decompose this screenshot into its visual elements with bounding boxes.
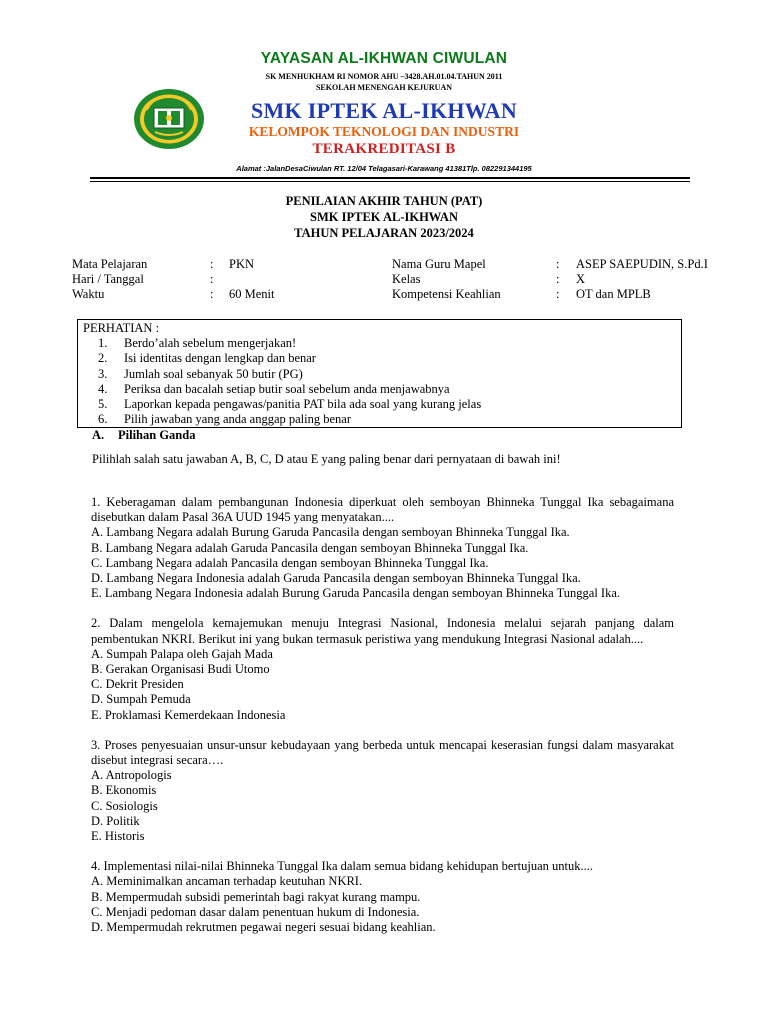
- info-label-competency: Kompetensi Keahlian: [392, 287, 501, 301]
- attention-item: [98, 336, 481, 351]
- answer-option: C. Menjadi pedoman dasar dalam penentuan hukum di Indonesia.: [91, 904, 420, 919]
- question: [91, 738, 674, 844]
- attention-item-text: Jumlah soal sebanyak 50 butir (PG): [124, 366, 303, 381]
- answer-options: [91, 525, 674, 601]
- answer-option: C. Dekrit Presiden: [91, 677, 184, 692]
- info-separator: :: [210, 272, 214, 286]
- letterhead: [0, 0, 768, 185]
- school-name: SMK IPTEK AL-IKHWAN: [250, 98, 518, 123]
- attention-item-number: 1.: [98, 336, 108, 350]
- answer-option: E. Lambang Negara Indonesia adalah Burung Garuda Pancasila dengan semboyan Bhinneka Tunggal Ika.: [91, 586, 621, 601]
- answer-option: A. Lambang Negara adalah Burung Garuda Pancasila dengan semboyan Bhinneka Tunggal Ika.: [91, 525, 570, 540]
- section-label: A.: [92, 428, 105, 442]
- attention-item-text: Isi identitas dengan lengkap dan benar: [124, 351, 316, 366]
- letterhead-divider: [90, 177, 690, 179]
- answer-option: B. Mempermudah subsidi pemerintah bagi rakyat kurang mampu.: [91, 889, 421, 904]
- info-label-time: Waktu: [72, 287, 105, 301]
- question-stem: 1. Keberagaman dalam pembangunan Indonesia diperkuat oleh semboyan Bhinneka Tunggal Ika sebagaimana disebutkan dalam Pasal 36A UUD 1945 yang menyatakan....: [91, 495, 674, 525]
- info-label-teacher: Nama Guru Mapel: [392, 257, 486, 271]
- info-separator: :: [556, 257, 560, 271]
- question: [91, 495, 674, 601]
- question: [91, 616, 674, 722]
- section-title: Pilihan Ganda: [118, 428, 196, 442]
- answer-option: A. Meminimalkan ancaman terhadap keutuhan NKRI.: [91, 874, 363, 889]
- letterhead-divider-thin: [90, 181, 690, 182]
- attention-item: [98, 397, 481, 412]
- info-value-teacher: ASEP SAEPUDIN, S.Pd.I: [576, 257, 708, 271]
- answer-options: [91, 768, 674, 844]
- question-stem: 3. Proses penyesuaian unsur-unsur kebudayaan yang berbeda untuk mencapai keserasian fungsi dalam masyarakat disebut integrasi secara….: [91, 737, 674, 768]
- answer-option: B. Lambang Negara adalah Garuda Pancasila dengan semboyan Bhinneka Tunggal Ika.: [91, 540, 529, 555]
- info-row: [72, 287, 732, 302]
- attention-item: [98, 367, 481, 382]
- attention-box: [77, 319, 682, 428]
- school-group: KELOMPOK TEKNOLOGI DAN INDUSTRI: [248, 124, 520, 139]
- question-list: [91, 495, 674, 950]
- info-row: [72, 257, 732, 272]
- question: [91, 859, 674, 935]
- attention-item-text: Berdo’alah sebelum mengerjakan!: [124, 336, 297, 350]
- info-value-subject: PKN: [229, 257, 255, 271]
- attention-item-number: 4.: [98, 381, 108, 396]
- attention-title: PERHATIAN :: [83, 321, 160, 335]
- answer-option: D. Lambang Negara Indonesia adalah Garuda Pancasila dengan semboyan Bhinneka Tunggal Ika.: [91, 571, 581, 586]
- answer-option: D. Politik: [91, 813, 140, 828]
- info-label-date: Hari / Tanggal: [72, 272, 144, 286]
- school-level: SEKOLAH MENENGAH KEJURUAN: [315, 83, 452, 92]
- exam-school: SMK IPTEK AL-IKHWAN: [310, 210, 458, 224]
- info-row: [72, 272, 732, 287]
- foundation-name: YAYASAN AL-IKHWAN CIWULAN: [260, 50, 508, 67]
- answer-options: [91, 874, 674, 935]
- attention-item-number: 6.: [98, 412, 108, 427]
- section-instruction: Pilihlah salah satu jawaban A, B, C, D atau E yang paling benar dari pernyataan di bawah ini!: [92, 452, 561, 466]
- answer-option: B. Ekonomis: [91, 783, 157, 798]
- info-value-time: 60 Menit: [229, 287, 275, 301]
- info-value-class: X: [576, 272, 586, 286]
- answer-option: C. Sosiologis: [91, 798, 158, 813]
- school-address: Alamat :JalanDesaCiwulan RT. 12/04 Telagasari-Karawang 41381Tlp. 082291344195: [236, 164, 532, 173]
- attention-item-number: 3.: [98, 366, 108, 381]
- section-heading: [92, 428, 195, 443]
- attention-item: [98, 382, 481, 397]
- question-stem: 4. Implementasi nilai-nilai Bhinneka Tunggal Ika dalam semua bidang kehidupan bertujuan untuk....: [91, 859, 593, 874]
- answer-option: C. Lambang Negara adalah Pancasila dengan semboyan Bhinneka Tunggal Ika.: [91, 555, 489, 570]
- info-separator: :: [556, 287, 560, 301]
- answer-options: [91, 647, 674, 723]
- sk-number: SK MENHUKHAM RI NOMOR AHU –3428.AH.01.04.TAHUN 2011: [265, 72, 503, 81]
- info-separator: :: [556, 272, 560, 286]
- answer-option: E. Historis: [91, 829, 145, 844]
- info-separator: :: [210, 257, 214, 271]
- info-label-class: Kelas: [392, 272, 421, 286]
- answer-option: A. Antropologis: [91, 768, 172, 783]
- info-value-competency: OT dan MPLB: [576, 287, 651, 301]
- attention-item-text: Pilih jawaban yang anda anggap paling benar: [124, 412, 352, 427]
- exam-year: TAHUN PELAJARAN 2023/2024: [294, 226, 474, 240]
- attention-item-text: Laporkan kepada pengawas/panitia PAT bila ada soal yang kurang jelas: [124, 397, 482, 412]
- answer-option: E. Proklamasi Kemerdekaan Indonesia: [91, 707, 286, 722]
- attention-item-text: Periksa dan bacalah setiap butir soal sebelum anda menjawabnya: [124, 381, 450, 396]
- attention-item: [98, 412, 481, 427]
- answer-option: D. Sumpah Pemuda: [91, 692, 191, 707]
- question-stem: 2. Dalam mengelola kemajemukan menuju Integrasi Nasional, Indonesia melalui sejarah panjang dalam pembentukan NKRI. Berikut ini yang bukan termasuk peristiwa yang mendukung Integrasi Nasional adalah....: [91, 616, 674, 646]
- attention-item-number: 2.: [98, 351, 108, 366]
- attention-item-number: 5.: [98, 397, 108, 412]
- answer-option: D. Mempermudah rekrutmen pegawai negeri sesuai bidang keahlian.: [91, 920, 436, 935]
- attention-list: [98, 336, 481, 428]
- answer-option: B. Gerakan Organisasi Budi Utomo: [91, 662, 270, 677]
- info-label-subject: Mata Pelajaran: [72, 257, 148, 271]
- answer-option: A. Sumpah Palapa oleh Gajah Mada: [91, 646, 273, 661]
- attention-item: [98, 351, 481, 366]
- exam-title: PENILAIAN AKHIR TAHUN (PAT): [285, 194, 483, 208]
- info-separator: :: [210, 287, 214, 301]
- accreditation: TERAKREDITASI B: [312, 141, 456, 157]
